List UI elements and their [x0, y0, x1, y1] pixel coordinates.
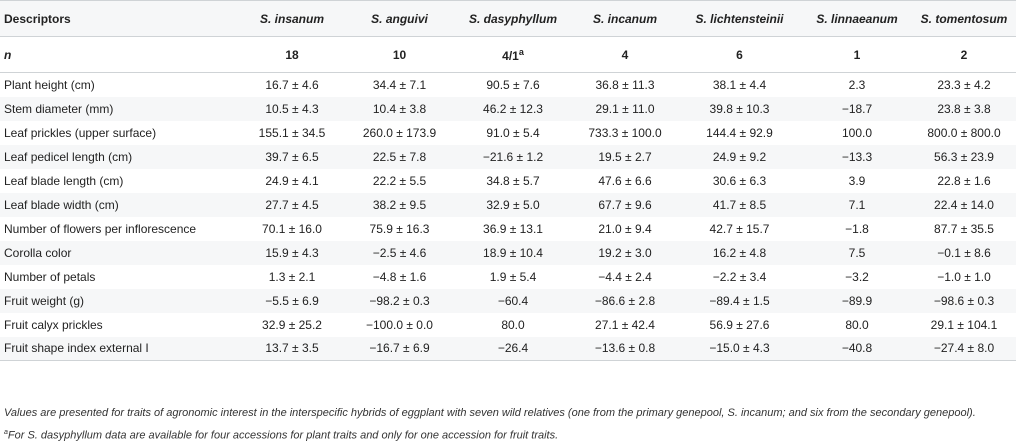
table-row — [0, 313, 1016, 337]
sample-size-cell: 10 — [346, 37, 453, 73]
value-cell: 2.3 — [848, 77, 866, 92]
sample-size-cell: 2 — [912, 37, 1016, 73]
value-cell: 1.9 ± 5.4 — [489, 269, 537, 284]
value-cell: 155.1 ± 34.5 — [258, 125, 326, 140]
value-cell: 41.7 ± 8.5 — [677, 193, 802, 217]
table-row — [0, 145, 1016, 169]
header-row — [0, 1, 1016, 37]
value-cell: 91.0 ± 5.4 — [486, 125, 540, 140]
value-cell: 75.9 ± 16.3 — [369, 221, 430, 236]
value-cell: −2.2 ± 3.4 — [712, 269, 767, 284]
value-cell: 7.1 — [802, 193, 912, 217]
species-header: S. lichtensteinii — [677, 1, 802, 37]
value-cell: −13.3 — [802, 145, 912, 169]
value-cell: 100.0 — [841, 125, 873, 140]
value-cell: 39.7 ± 6.5 — [238, 145, 346, 169]
sample-size-cell: 1 — [802, 37, 912, 73]
footnote-marker: a — [4, 429, 8, 436]
value-cell: 10.4 ± 3.8 — [346, 97, 453, 121]
value-cell: 56.3 ± 23.9 — [912, 145, 1016, 169]
value-cell: 13.7 ± 3.5 — [238, 337, 346, 361]
descriptor-cell: Leaf pedicel length (cm) — [0, 145, 238, 169]
value-cell: 18.9 ± 10.4 — [453, 241, 573, 265]
descriptors-header: Descriptors — [0, 1, 238, 37]
value-cell: −60.4 — [453, 289, 573, 313]
table-row — [0, 97, 1016, 121]
table-row — [0, 169, 1016, 193]
table-row — [0, 241, 1016, 265]
species-header: S. incanum — [573, 1, 677, 37]
descriptor-cell: Fruit weight (g) — [0, 289, 238, 313]
value-cell: −98.6 ± 0.3 — [912, 289, 1016, 313]
value-cell: 36.9 ± 13.1 — [483, 221, 543, 236]
sample-size-cell: 18 — [238, 37, 346, 73]
descriptor-cell: Leaf blade length (cm) — [4, 173, 124, 188]
value-cell: −4.8 ± 1.6 — [372, 269, 427, 284]
sample-size-cell — [453, 37, 573, 73]
value-cell: 67.7 ± 9.6 — [573, 193, 677, 217]
table-row — [0, 193, 1016, 217]
table-row — [0, 73, 1016, 97]
value-cell: −89.9 — [802, 289, 912, 313]
descriptor-cell: Leaf blade width (cm) — [0, 193, 238, 217]
value-cell: 22.2 ± 5.5 — [372, 173, 427, 188]
value-cell: −86.6 ± 2.8 — [573, 289, 677, 313]
descriptor-cell: Number of petals — [4, 269, 96, 284]
value-cell: 16.7 ± 4.6 — [265, 77, 319, 92]
value-cell: 19.5 ± 2.7 — [573, 145, 677, 169]
value-cell: 34.8 ± 5.7 — [486, 173, 540, 188]
value-cell: 46.2 ± 12.3 — [453, 97, 573, 121]
value-cell: 16.2 ± 4.8 — [677, 241, 802, 265]
descriptor-cell: Fruit calyx prickles — [4, 317, 103, 332]
table-note: Values are presented for traits of agronomic interest in the interspecific hybrids of eggplant with seven wild relatives (one from the primary genepool, S. incanum; and six from the secondary genepool). — [4, 407, 976, 419]
value-cell: 36.8 ± 11.3 — [595, 77, 655, 92]
value-cell: 80.0 — [501, 317, 525, 332]
footnote-text: For S. dasyphyllum data are available for four accessions for plant traits and only for one accession for fruit traits. — [7, 429, 559, 442]
sample-size-cell: 4 — [573, 37, 677, 73]
value-cell: −15.0 ± 4.3 — [677, 337, 802, 361]
value-cell: −89.4 ± 1.5 — [677, 289, 802, 313]
descriptor-cell: Number of flowers per inflorescence — [4, 221, 197, 236]
sample-size-label: n — [0, 37, 238, 73]
table-footnote — [4, 426, 1016, 443]
value-cell: 23.8 ± 3.8 — [912, 97, 1016, 121]
value-cell: 32.9 ± 5.0 — [453, 193, 573, 217]
value-cell: −21.6 ± 1.2 — [453, 145, 573, 169]
value-cell: 3.9 — [848, 173, 866, 188]
value-cell: −18.7 — [802, 97, 912, 121]
footnote-marker: a — [518, 46, 524, 57]
value-cell: −13.6 ± 0.8 — [573, 337, 677, 361]
value-cell: 22.4 ± 14.0 — [912, 193, 1016, 217]
value-cell: 22.8 ± 1.6 — [937, 173, 991, 188]
descriptor-cell: Stem diameter (mm) — [0, 97, 238, 121]
value-cell: −2.5 ± 4.6 — [346, 241, 453, 265]
value-cell: 90.5 ± 7.6 — [486, 77, 540, 92]
descriptor-cell: Leaf prickles (upper surface) — [4, 125, 157, 140]
value-cell: 23.3 ± 4.2 — [937, 77, 991, 92]
value-cell: 34.4 ± 7.1 — [372, 77, 427, 92]
value-cell: 70.1 ± 16.0 — [262, 221, 322, 236]
value-cell: 7.5 — [802, 241, 912, 265]
value-cell: 56.9 ± 27.6 — [709, 317, 770, 332]
descriptor-cell: Corolla color — [0, 241, 238, 265]
value-cell: 24.9 ± 9.2 — [677, 145, 802, 169]
value-cell: 87.7 ± 35.5 — [934, 221, 994, 236]
sample-size-cell: 6 — [677, 37, 802, 73]
value-cell: −4.4 ± 2.4 — [598, 269, 652, 284]
value-cell: 800.0 ± 800.0 — [927, 125, 1001, 140]
value-cell: 38.1 ± 4.4 — [712, 77, 767, 92]
value-cell: 22.5 ± 7.8 — [346, 145, 453, 169]
value-cell: 27.7 ± 4.5 — [238, 193, 346, 217]
value-cell: 21.0 ± 9.4 — [598, 221, 652, 236]
value-cell: 42.7 ± 15.7 — [709, 221, 770, 236]
value-cell: 733.3 ± 100.0 — [588, 125, 662, 140]
value-cell: −98.2 ± 0.3 — [346, 289, 453, 313]
value-cell: −5.5 ± 6.9 — [238, 289, 346, 313]
value-cell: 15.9 ± 4.3 — [238, 241, 346, 265]
value-cell: 39.8 ± 10.3 — [677, 97, 802, 121]
value-cell: −27.4 ± 8.0 — [912, 337, 1016, 361]
value-cell: 10.5 ± 4.3 — [238, 97, 346, 121]
value-cell: 1.3 ± 2.1 — [268, 269, 316, 284]
table-row — [0, 121, 1016, 145]
descriptor-cell: Fruit shape index external I — [0, 337, 238, 361]
table-row — [0, 337, 1016, 361]
value-cell: 38.2 ± 9.5 — [346, 193, 453, 217]
descriptor-cell: Plant height (cm) — [4, 77, 95, 92]
table-row — [0, 217, 1016, 241]
value-cell: −1.8 — [845, 221, 869, 236]
value-cell: 144.4 ± 92.9 — [706, 125, 773, 140]
value-cell: 30.6 ± 6.3 — [712, 173, 767, 188]
value-cell: 32.9 ± 25.2 — [262, 317, 322, 332]
value-cell: −100.0 ± 0.0 — [366, 317, 433, 332]
value-cell: 80.0 — [845, 317, 869, 332]
species-header: S. tomentosum — [912, 1, 1016, 37]
value-cell: −26.4 — [453, 337, 573, 361]
value-cell: −40.8 — [802, 337, 912, 361]
value-cell: 260.0 ± 173.9 — [362, 125, 437, 140]
value-cell: 24.9 ± 4.1 — [265, 173, 319, 188]
value-cell: 29.1 ± 104.1 — [930, 317, 998, 332]
value-cell: −16.7 ± 6.9 — [346, 337, 453, 361]
value-cell: 27.1 ± 42.4 — [595, 317, 655, 332]
table-notes — [0, 406, 1016, 443]
sample-size-value: 4/1 — [502, 48, 519, 63]
species-header: S. linnaeanum — [802, 1, 912, 37]
value-cell: −0.1 ± 8.6 — [912, 241, 1016, 265]
species-header: S. dasyphyllum — [453, 1, 573, 37]
table-row — [0, 289, 1016, 313]
value-cell: −1.0 ± 1.0 — [937, 269, 991, 284]
species-header: S. insanum — [238, 1, 346, 37]
species-header: S. anguivi — [346, 1, 453, 37]
value-cell: 29.1 ± 11.0 — [573, 97, 677, 121]
value-cell: 47.6 ± 6.6 — [598, 173, 652, 188]
sample-size-row — [0, 37, 1016, 73]
table-row — [0, 265, 1016, 289]
value-cell: −3.2 — [845, 269, 869, 284]
value-cell: 19.2 ± 3.0 — [573, 241, 677, 265]
